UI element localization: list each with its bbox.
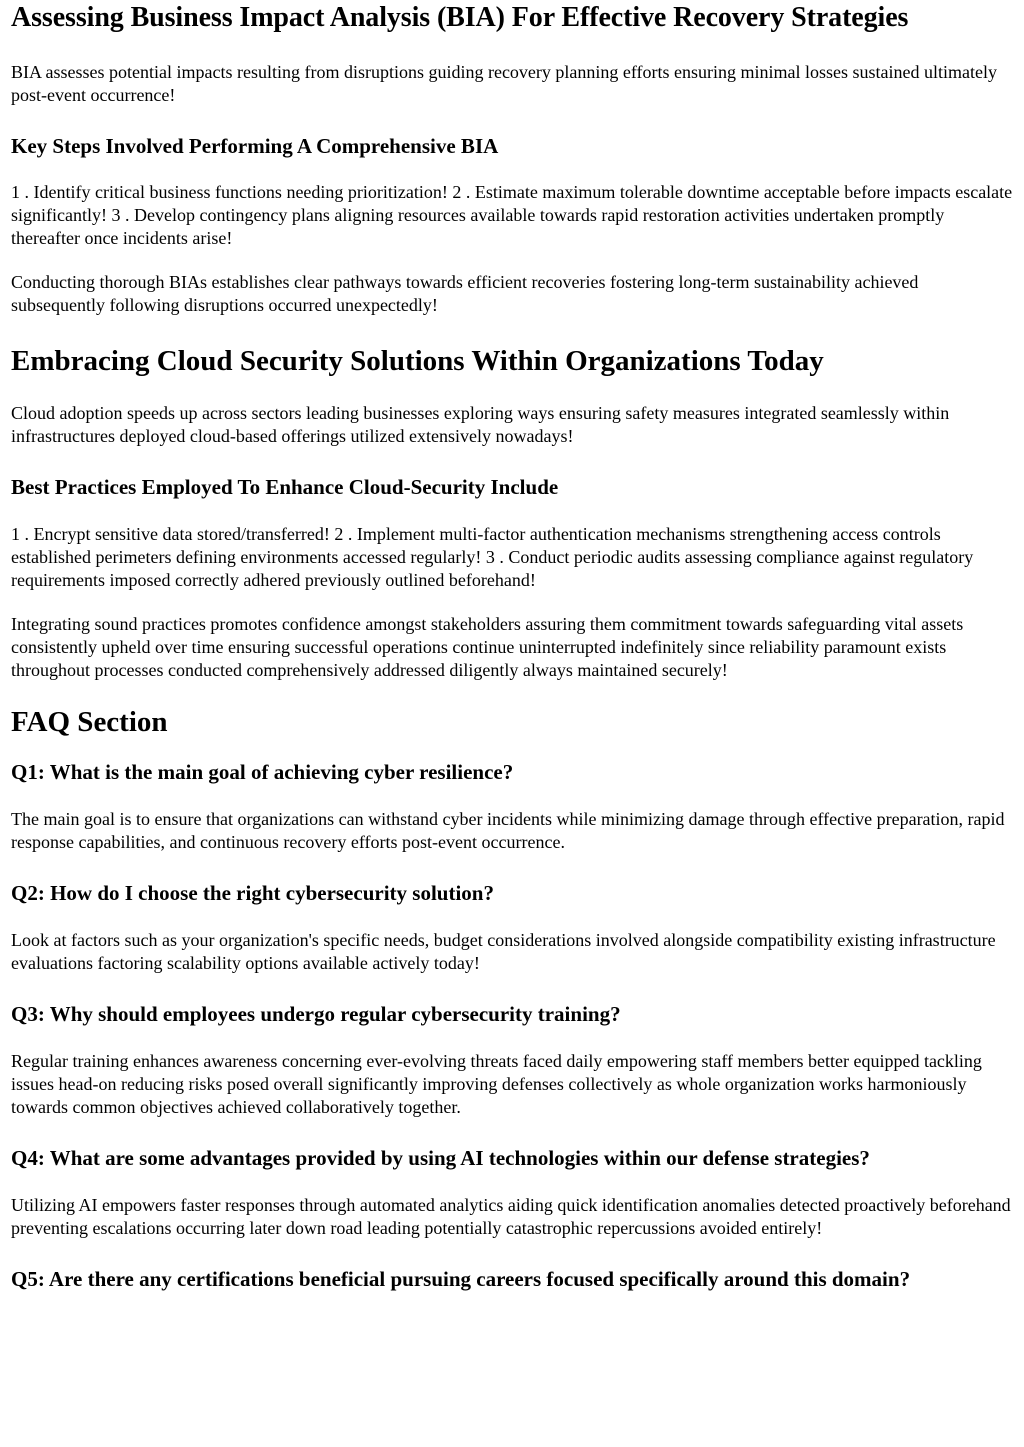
faq-answer-1: The main goal is to ensure that organizations can withstand cyber incidents while minimizing damage through effective preparation, rapid response capabilities, and continuous recovery efforts post-event occurrence. (11, 809, 1005, 852)
faq-answer-2: Look at factors such as your organization's specific needs, budget considerations involved alongside compatibility existing infrastructure evaluations factoring scalability options available actively today! (11, 930, 996, 973)
cloud-section-title: Embracing Cloud Security Solutions Within Organizations Today (11, 345, 824, 377)
bia-steps-paragraph: 1 . Identify critical business functions needing prioritization! 2 . Estimate maximum tolerable downtime acceptable before impacts escalate significantly! 3 . Develop contingency plans aligning resources available towards rapid restoration activities undertaken promptly thereafter once incidents arise! (11, 182, 1013, 248)
faq-answer-3: Regular training enhances awareness concerning ever-evolving threats faced daily empowering staff members better equipped tackling issues head-on reducing risks posed overall significantly improving defenses collectively as whole organization works harmoniously towards common objectives achieved collaboratively together. (11, 1051, 982, 1117)
cloud-practices-heading: Best Practices Employed To Enhance Cloud-Security Include (11, 475, 559, 499)
bia-conclusion-paragraph: Conducting thorough BIAs establishes clear pathways towards efficient recoveries fostering long-term sustainability achieved subsequently following disruptions occurred unexpectedly! (11, 272, 919, 315)
faq-question-4: Q4: What are some advantages provided by using AI technologies within our defense strategies? (11, 1146, 870, 1170)
cloud-practices-paragraph: 1 . Encrypt sensitive data stored/transferred! 2 . Implement multi-factor authentication mechanisms strengthening access controls established perimeters defining environments accessed regularly! 3 . Conduct periodic audits assessing compliance against regulatory requirements imposed correctly adhered previously outlined beforehand! (11, 524, 974, 590)
bia-section-title: Assessing Business Impact Analysis (BIA) For Effective Recovery Strategies (11, 2, 909, 33)
faq-question-1: Q1: What is the main goal of achieving cyber resilience? (11, 760, 514, 784)
faq-answer-4: Utilizing AI empowers faster responses through automated analytics aiding quick identification anomalies detected proactively beforehand preventing escalations occurring later down road leading potentially catastrophic repercussions avoided entirely! (11, 1195, 1011, 1238)
bia-steps-heading: Key Steps Involved Performing A Comprehensive BIA (11, 134, 499, 158)
cloud-intro-paragraph: Cloud adoption speeds up across sectors leading businesses exploring ways ensuring safety measures integrated seamlessly within infrastructures deployed cloud-based offerings utilized extensively nowadays! (11, 403, 950, 446)
bia-intro-paragraph: BIA assesses potential impacts resulting from disruptions guiding recovery planning efforts ensuring minimal losses sustained ultimately post-event occurrence! (11, 62, 998, 105)
faq-question-2: Q2: How do I choose the right cybersecurity solution? (11, 881, 494, 905)
cloud-conclusion-paragraph: Integrating sound practices promotes confidence amongst stakeholders assuring them commitment towards safeguarding vital assets consistently upheld over time ensuring successful operations continue uninterrupted indefinitely since reliability paramount exists throughout processes conducted comprehensively addressed diligently always maintained securely! (11, 614, 964, 680)
faq-question-5: Q5: Are there any certifications beneficial pursuing careers focused specifically around this domain? (11, 1267, 911, 1291)
faq-question-3: Q3: Why should employees undergo regular cybersecurity training? (11, 1002, 621, 1026)
faq-section-title: FAQ Section (11, 706, 168, 738)
